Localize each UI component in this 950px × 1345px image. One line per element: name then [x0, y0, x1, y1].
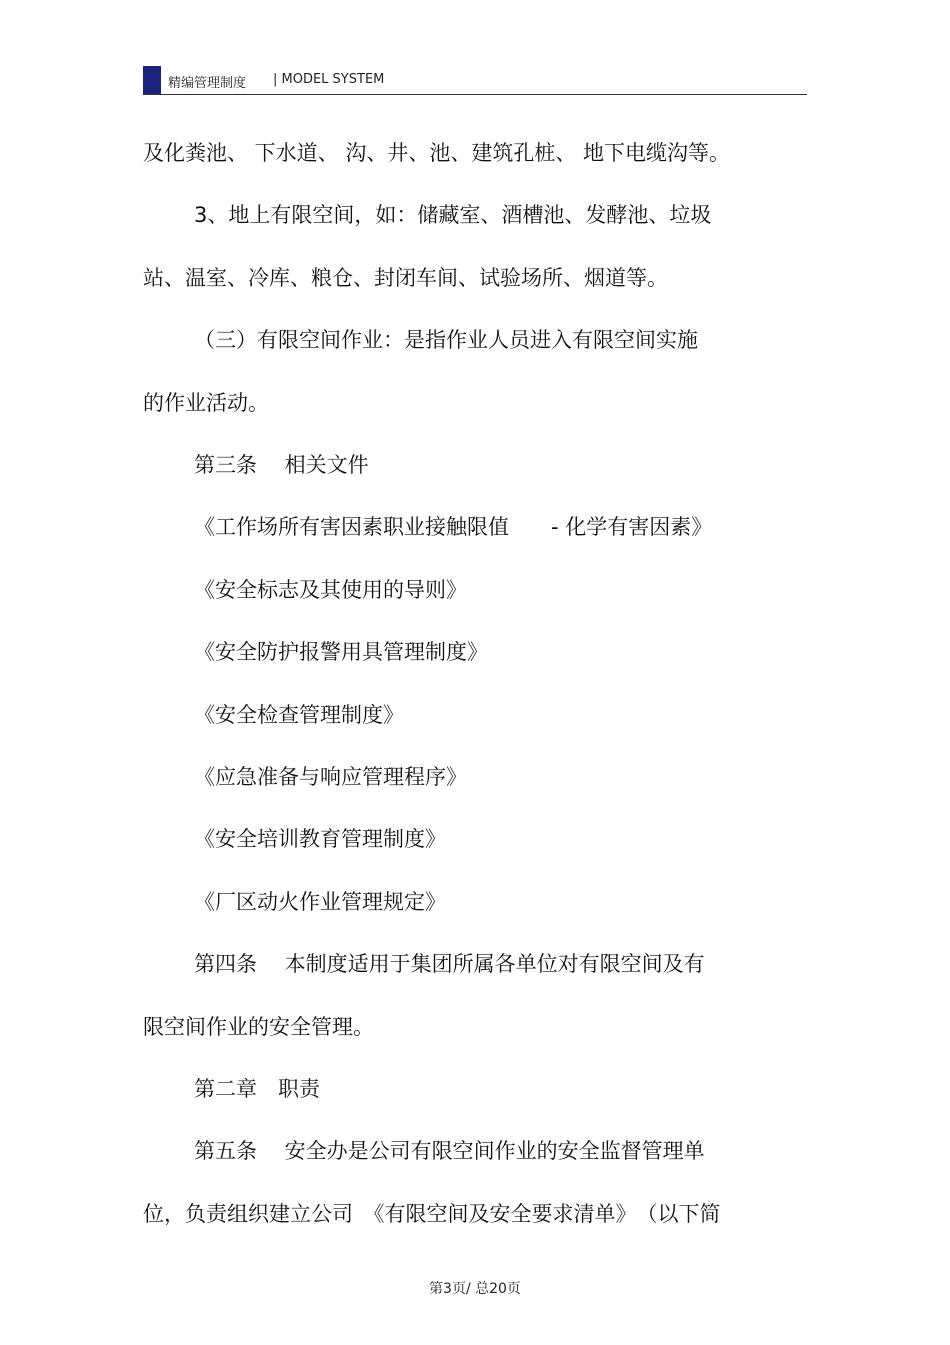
reference-item: 《工作场所有害因素职业接触限值 - 化学有害因素》 [194, 515, 713, 539]
text-line: 第五条 安全办是公司有限空间作业的安全监督管理单 [194, 1139, 705, 1163]
reference-item: 《安全检查管理制度》 [194, 703, 404, 727]
reference-item: 《安全培训教育管理制度》 [194, 827, 446, 851]
text-line: 3、地上有限空间，如：储藏室、酒槽池、发酵池、垃圾 [194, 203, 712, 227]
article-heading: 第三条 相关文件 [194, 453, 369, 477]
reference-item: 《厂区动火作业管理规定》 [194, 890, 446, 914]
header-divider [143, 94, 807, 95]
reference-item: 《安全标志及其使用的导则》 [194, 578, 467, 602]
text-line: （三）有限空间作业：是指作业人员进入有限空间实施 [194, 328, 698, 352]
page-header [143, 64, 807, 96]
text-line: 的作业活动。 [143, 391, 269, 415]
reference-item: 《安全防护报警用具管理制度》 [194, 640, 488, 664]
logo-icon [143, 66, 161, 94]
chapter-heading: 第二章 职责 [194, 1077, 320, 1101]
header-brand: 精编管理制度 [168, 76, 247, 91]
reference-item: 《应急准备与响应管理程序》 [194, 765, 467, 789]
text-line: 位，负责组织建立公司 《有限空间及安全要求清单》 （以下简 [143, 1202, 721, 1226]
page-number: 第3页/ 总20页 [429, 1281, 521, 1297]
header-system: | MODEL SYSTEM [273, 72, 385, 87]
text-line: 站、温室、冷库、粮仓、封闭车间、试验场所、烟道等。 [143, 266, 668, 290]
text-line: 第四条 本制度适用于集团所属各单位对有限空间及有 [194, 952, 705, 976]
text-line: 限空间作业的安全管理。 [143, 1015, 374, 1039]
text-line: 及化粪池、 下水道、 沟、井、池、建筑孔桩、 地下电缆沟等。 [143, 141, 731, 165]
